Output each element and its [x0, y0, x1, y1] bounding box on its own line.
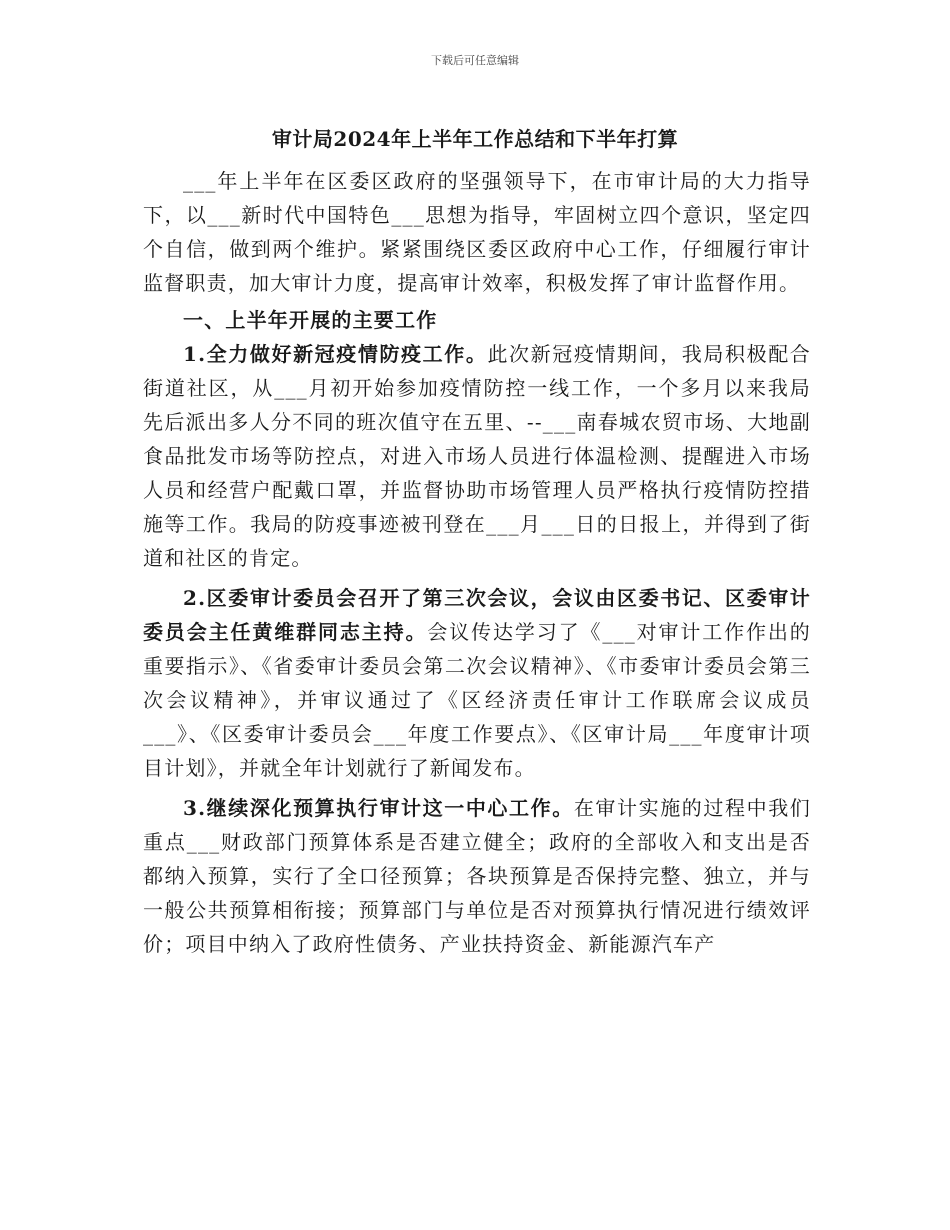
document-body [143, 164, 811, 961]
item-lead-1: 1.全力做好新冠疫情防疫工作。 [183, 342, 488, 366]
header-note: 下载后可任意编辑 [431, 54, 519, 67]
item-lead-2: 2.区委审计委员会召开了第三次会议，会议由区委书记、区委审计委员会主任黄维群同志主持。 [143, 586, 811, 644]
intro-paragraph: ___年上半年在区委区政府的坚强领导下，在市审计局的大力指导下，以___新时代中国特色___思想为指导，牢固树立四个意识，坚定四个自信，做到两个维护。紧紧围绕区委区政府中心工作，仔细履行审计监督职责，加大审计力度，提高审计效率，积极发挥了审计监督作用。 [143, 169, 811, 295]
document-title: 审计局2024年上半年工作总结和下半年打算 [271, 127, 679, 151]
item-lead-3: 3.继续深化预算执行审计这一中心工作。 [183, 796, 574, 820]
item-paragraph-2 [143, 581, 811, 785]
item-paragraph-1 [143, 337, 811, 575]
item-body-1: 此次新冠疫情期间，我局积极配合街道社区，从___月初开始参加疫情防控一线工作，一个多月以来我局先后派出多人分不同的班次值守在五里、--___南春城农贸市场、大地副食品批发市场等防控点，对进入市场人员进行体温检测、提醒进入市场人员和经营户配戴口罩，并监督协助市场管理人员严格执行疫情防控措施等工作。我局的防疫事迹被刊登在___月___日的日报上，并得到了街道和社区的肯定。 [143, 342, 811, 570]
item-paragraph-3 [143, 791, 811, 961]
item-body-3: 在审计实施的过程中我们重点___财政部门预算体系是否建立健全；政府的全部收入和支出是否都纳入预算，实行了全口径预算；各块预算是否保持完整、独立，并与一般公共预算相衔接；预算部门与单位是否对预算执行情况进行绩效评价；项目中纳入了政府性债务、产业扶持资金、新能源汽车产 [143, 796, 811, 956]
section-heading: 一、上半年开展的主要工作 [183, 308, 438, 332]
item-body-2: 会议传达学习了《___对审计工作作出的重要指示》、《省委审计委员会第二次会议精神》、《市委审计委员会第三次会议精神》，并审议通过了《区经济责任审计工作联席会议成员___》、《区委审计委员会___年度工作要点》、《区审计局___年度审计项目计划》，并就全年计划就行了新闻发布。 [143, 620, 811, 780]
